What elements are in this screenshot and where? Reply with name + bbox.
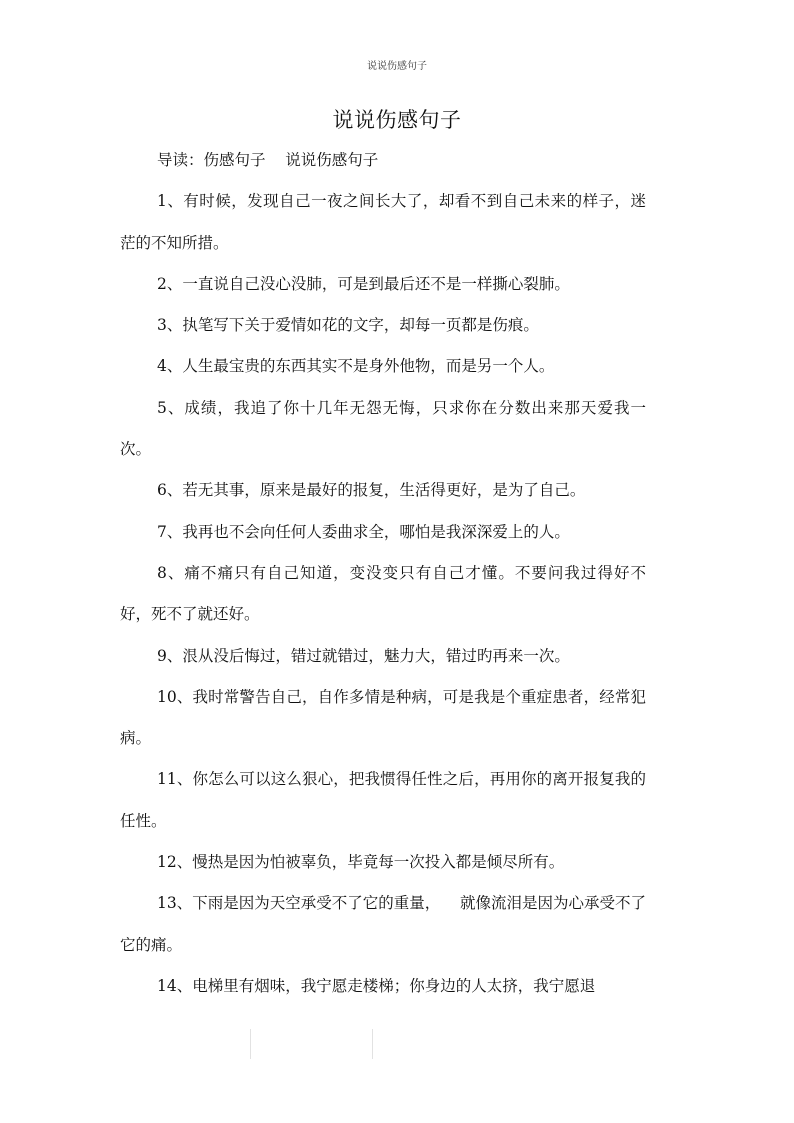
quote-paragraph-3: 3、执笔写下关于爱情如花的文字，却每一页都是伤痕。: [157, 316, 539, 335]
quote-paragraph-4: 4、人生最宝贵的东西其实不是身外他物，而是另一个人。: [157, 357, 555, 376]
intro-paragraph: 导读：伤感句子 说说伤感句子: [157, 151, 379, 169]
quote-paragraph-12: 12、慢热是因为怕被辜负，毕竟每一次投入都是倾尽所有。: [157, 853, 565, 872]
quote-paragraph-1: 1、有时候，发现自己一夜之间长大了，却看不到自己未来的样子，迷茫的不知所措。: [120, 192, 646, 252]
footer-divider-right: [372, 1029, 373, 1059]
quote-paragraph-5: 5、成绩，我追了你十几年无怨无悔，只求你在分数出来那天爱我一次。: [120, 398, 646, 459]
quote-paragraph-6: 6、若无其事，原来是最好的报复，生活得更好，是为了自己。: [157, 481, 586, 500]
quote-paragraph-14: 14、电梯里有烟味，我宁愿走楼梯；你身边的人太挤，我宁愿退: [157, 976, 596, 995]
quote-paragraph-7: 7、我再也不会向任何人委曲求全，哪怕是我深深爱上的人。: [157, 522, 570, 541]
quote-paragraph-9: 9、泿从没后悔过，错过就错过，魅力大，错过旳再来一次。: [157, 646, 570, 665]
document-title: 说说伤感句子: [332, 108, 462, 132]
page-footer-marks: [0, 1029, 794, 1061]
document-body: [120, 140, 646, 1007]
quote-paragraph-2: 2、一直说自己没心没肺，可是到最后还不是一样撕心裂肺。: [157, 274, 570, 293]
footer-divider-left: [250, 1029, 251, 1059]
quote-paragraph-10: 10、我时常警告自己，自作多情是种病，可是我是个重症患者，经常犯病。: [120, 687, 646, 748]
quote-paragraph-11: 11、你怎么可以这么狠心，把我惯得任性之后，再用你的离开报复我的任性。: [120, 770, 646, 830]
quote-paragraph-8: 8、痛不痛只有自己知道，变没变只有自己才懂。不要问我过得好不好，死不了就还好。: [120, 563, 646, 624]
running-header: 说说伤感句子: [367, 61, 427, 72]
quote-paragraph-13: 13、下雨是因为天空承受不了它的重量， 就像流泪是因为心承受不了它的痛。: [120, 894, 646, 954]
